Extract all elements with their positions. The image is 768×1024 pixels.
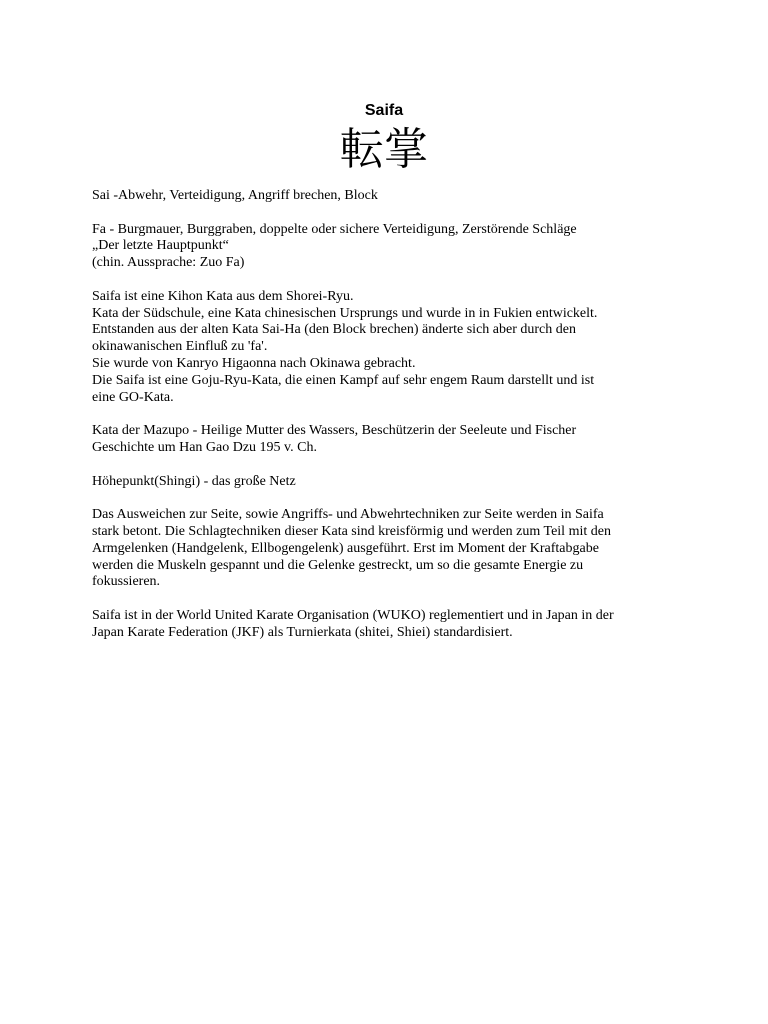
- text-line: Das Ausweichen zur Seite, sowie Angriffs- und Abwehrtechniken zur Seite werden in Saifa: [92, 507, 604, 523]
- text-line: Kata der Südschule, eine Kata chinesischen Ursprungs und wurde in in Fukien entwickelt.: [92, 305, 598, 321]
- document-body: [92, 188, 692, 658]
- text-line: fokussieren.: [92, 574, 161, 590]
- paragraph-techniques: [92, 507, 692, 591]
- document-title: Saifa: [364, 102, 404, 119]
- text-line: Fa - Burgmauer, Burggraben, doppelte oder sichere Verteidigung, Zerstörende Schläge: [92, 221, 577, 237]
- paragraph-sai-meaning: [92, 188, 692, 205]
- paragraph-kata-origin: [92, 289, 692, 407]
- text-line: Entstanden aus der alten Kata Sai-Ha (den Block brechen) änderte sich aber durch den: [92, 322, 576, 338]
- kanji-heading: 転掌: [340, 124, 428, 175]
- text-line: Höhepunkt(Shingi) - das große Netz: [92, 473, 296, 489]
- text-line: Sai -Abwehr, Verteidigung, Angriff brechen, Block: [92, 188, 378, 203]
- text-line: Sie wurde von Kanryo Higaonna nach Okinawa gebracht.: [92, 355, 416, 371]
- text-line: Armgelenken (Handgelenk, Ellbogengelenk) ausgeführt. Erst im Moment der Kraftabgabe: [92, 540, 599, 556]
- text-line: okinawanischen Einfluß zu 'fa'.: [92, 339, 268, 355]
- text-line: Saifa ist in der World United Karate Organisation (WUKO) reglementiert und in Japan in der: [92, 607, 614, 623]
- paragraph-shingi: [92, 474, 692, 491]
- paragraph-standardization: [92, 608, 692, 642]
- text-line: Saifa ist eine Kihon Kata aus dem Shorei-Ryu.: [92, 288, 354, 304]
- text-line: stark betont. Die Schlagtechniken dieser Kata sind kreisförmig und werden zum Teil mit den: [92, 523, 611, 539]
- text-line: werden die Muskeln gespannt und die Gelenke gestreckt, um so die gesamte Energie zu: [92, 557, 584, 573]
- text-line: (chin. Aussprache: Zuo Fa): [92, 255, 245, 271]
- paragraph-fa-meaning: [92, 222, 692, 272]
- text-line: Geschichte um Han Gao Dzu 195 v. Ch.: [92, 439, 317, 455]
- text-line: eine GO-Kata.: [92, 389, 174, 405]
- text-line: Kata der Mazupo - Heilige Mutter des Wassers, Beschützerin der Seeleute und Fischer: [92, 423, 577, 439]
- text-line: „Der letzte Hauptpunkt“: [92, 238, 229, 254]
- text-line: Japan Karate Federation (JKF) als Turnierkata (shitei, Shiei) standardisiert.: [92, 624, 513, 640]
- paragraph-mazupo: [92, 423, 692, 457]
- text-line: Die Saifa ist eine Goju-Ryu-Kata, die einen Kampf auf sehr engem Raum darstellt und ist: [92, 372, 595, 388]
